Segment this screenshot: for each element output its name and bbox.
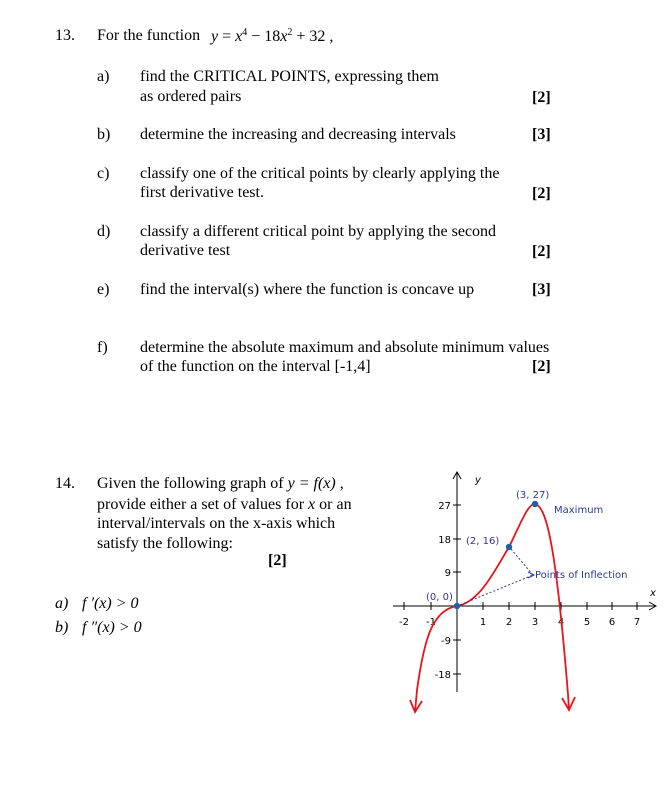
q14-sub-a-label: a) [55, 595, 69, 612]
q14-line1-text: Given the following graph of [97, 475, 288, 492]
y-label-neg9: -9 [441, 636, 451, 647]
y-axis-label: y [475, 475, 481, 486]
q14-line2-tail: or an [315, 496, 352, 513]
part-c-label: c) [97, 165, 110, 182]
x-label-2: 2 [505, 617, 513, 628]
label-point-3-27: (3, 27) [516, 490, 550, 501]
q14-line3: interval/intervals on the x-axis which [97, 515, 336, 532]
func-x2: x [280, 28, 288, 45]
part-d-marks: [2] [532, 243, 551, 260]
func-tail: + 32 , [292, 28, 334, 45]
x-label-neg1: -1 [426, 617, 436, 628]
q13-intro: For the function [97, 27, 201, 44]
part-d-line1: classify a different critical point by applying the second [140, 223, 497, 240]
q14-line4: satisfy the following: [97, 535, 233, 552]
part-a-marks: [2] [532, 89, 551, 106]
func-lhs: y [211, 28, 219, 45]
x-label-3: 3 [531, 617, 539, 628]
y-tick-labels [435, 501, 451, 681]
label-points-of-inflection: Points of Inflection [535, 570, 628, 581]
part-b-line1: determine the increasing and decreasing intervals [140, 126, 456, 143]
part-a-line1: find the CRITICAL POINTS, expressing them [140, 68, 439, 85]
q14-var-x: x [308, 496, 316, 513]
part-e-label: e) [97, 281, 110, 298]
part-f-marks: [2] [532, 358, 551, 375]
x-label-5: 5 [583, 617, 591, 628]
part-d-line2: derivative test [140, 242, 231, 259]
q14-sub-b-expr: f ″(x) > 0 [82, 619, 142, 636]
part-e-line1: find the interval(s) where the function is concave up [140, 281, 475, 298]
part-a-line2: as ordered pairs [140, 88, 242, 105]
y-label-9: 9 [444, 568, 451, 579]
x-label-6: 6 [608, 617, 616, 628]
x-label-1: 1 [479, 617, 487, 628]
func-mid: − 18 [247, 28, 281, 45]
inflection-pointers [460, 549, 533, 605]
part-d-label: d) [97, 223, 111, 240]
label-point-0-0: (0, 0) [426, 592, 453, 603]
x-axis-label: x [650, 588, 656, 599]
part-f-label: f) [97, 339, 108, 356]
func-exp2: 2 [287, 27, 293, 38]
x-label-7: 7 [633, 617, 641, 628]
q13-number: 13. [55, 27, 75, 44]
part-e-marks: [3] [532, 281, 551, 298]
q14-marks: [2] [268, 552, 287, 569]
part-c-line2: first derivative test. [140, 184, 264, 201]
part-f-line1: determine the absolute maximum and absolute minimum values [140, 339, 550, 356]
label-maximum: Maximum [554, 505, 604, 516]
q14-sub-a-expr: f ′(x) > 0 [82, 595, 139, 612]
part-a-label: a) [97, 68, 110, 85]
part-f-line2: of the function on the interval [-1,4] [140, 358, 371, 375]
x-label-neg2: -2 [399, 617, 409, 628]
y-label-neg18: -18 [434, 670, 451, 681]
part-c-line1: classify one of the critical points by clearly applying the [140, 165, 500, 182]
q14-line1-tail: , [335, 475, 344, 492]
part-c-marks: [2] [532, 185, 551, 202]
y-label-18: 18 [438, 535, 451, 546]
q14-sub-b-label: b) [55, 619, 69, 636]
curve-right-arrow-shaft [568, 694, 569, 710]
label-point-2-16: (2, 16) [466, 536, 500, 547]
x-label-4: 4 [557, 617, 565, 628]
pointer-2-16 [511, 549, 533, 575]
pointer-arrowhead [528, 572, 534, 578]
q14-func-expr: y = f(x) [287, 475, 336, 492]
point-maximum [532, 501, 538, 507]
func-eq: = [218, 28, 236, 45]
y-label-27: 27 [438, 501, 451, 512]
point-origin [454, 603, 460, 609]
func-x: x [235, 28, 243, 45]
point-inflection-2-16 [506, 544, 512, 550]
func-exp1: 4 [242, 27, 248, 38]
part-b-label: b) [97, 126, 111, 143]
q14-line2-text: provide either a set of values for [97, 496, 309, 513]
part-b-marks: [3] [532, 126, 551, 143]
q14-number: 14. [55, 475, 75, 492]
